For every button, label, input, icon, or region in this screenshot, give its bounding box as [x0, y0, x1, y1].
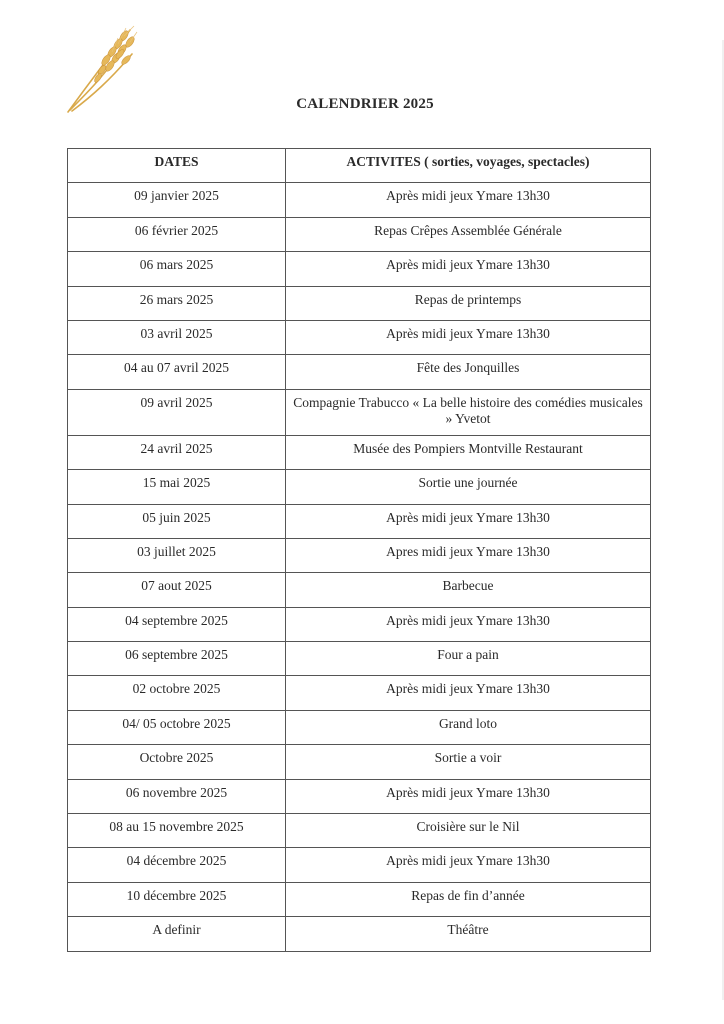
activity-cell: Après midi jeux Ymare 13h30	[286, 320, 651, 354]
table-row	[68, 252, 651, 286]
date-cell: 09 janvier 2025	[68, 183, 286, 217]
table-row	[68, 814, 651, 848]
date-cell: 03 juillet 2025	[68, 538, 286, 572]
date-cell: 08 au 15 novembre 2025	[68, 814, 286, 848]
date-cell: 04 au 07 avril 2025	[68, 355, 286, 389]
table-row	[68, 882, 651, 916]
activity-cell: Repas de printemps	[286, 286, 651, 320]
date-cell: 04/ 05 octobre 2025	[68, 710, 286, 744]
date-cell: 26 mars 2025	[68, 286, 286, 320]
table-row	[68, 355, 651, 389]
date-cell: 06 septembre 2025	[68, 642, 286, 676]
table-row	[68, 642, 651, 676]
activity-cell: Repas de fin d’année	[286, 882, 651, 916]
page-title: CALENDRIER 2025	[296, 96, 434, 112]
date-cell: 09 avril 2025	[68, 389, 286, 435]
activity-cell: Four a pain	[286, 642, 651, 676]
date-cell: 06 février 2025	[68, 217, 286, 251]
activity-cell: Après midi jeux Ymare 13h30	[286, 779, 651, 813]
table-row	[68, 538, 651, 572]
activity-cell: Musée des Pompiers Montville Restaurant	[286, 435, 651, 469]
table-row	[68, 848, 651, 882]
table-row	[68, 320, 651, 354]
table-row	[68, 917, 651, 951]
date-cell: 04 septembre 2025	[68, 607, 286, 641]
table-row	[68, 607, 651, 641]
date-cell: Octobre 2025	[68, 745, 286, 779]
table-row	[68, 779, 651, 813]
table-row	[68, 470, 651, 504]
column-header-activities: ACTIVITES ( sorties, voyages, spectacles)	[286, 149, 651, 183]
activity-cell: Après midi jeux Ymare 13h30	[286, 183, 651, 217]
table-row	[68, 745, 651, 779]
activity-cell: Repas Crêpes Assemblée Générale	[286, 217, 651, 251]
activity-cell: Sortie une journée	[286, 470, 651, 504]
date-cell: A definir	[68, 917, 286, 951]
activity-cell: Après midi jeux Ymare 13h30	[286, 252, 651, 286]
table-row	[68, 573, 651, 607]
date-cell: 24 avril 2025	[68, 435, 286, 469]
table-header-row	[68, 149, 651, 183]
table-row	[68, 286, 651, 320]
activity-cell: Sortie a voir	[286, 745, 651, 779]
activity-cell: Fête des Jonquilles	[286, 355, 651, 389]
activity-cell: Grand loto	[286, 710, 651, 744]
activity-cell: Croisière sur le Nil	[286, 814, 651, 848]
date-cell: 04 décembre 2025	[68, 848, 286, 882]
table-row	[68, 435, 651, 469]
date-cell: 03 avril 2025	[68, 320, 286, 354]
table-row	[68, 183, 651, 217]
date-cell: 06 mars 2025	[68, 252, 286, 286]
table-row	[68, 217, 651, 251]
date-cell: 06 novembre 2025	[68, 779, 286, 813]
table-row	[68, 504, 651, 538]
table-row	[68, 676, 651, 710]
activity-cell: Apres midi jeux Ymare 13h30	[286, 538, 651, 572]
date-cell: 10 décembre 2025	[68, 882, 286, 916]
date-cell: 15 mai 2025	[68, 470, 286, 504]
calendar-table	[67, 148, 651, 952]
activity-cell: Après midi jeux Ymare 13h30	[286, 676, 651, 710]
activity-cell: Compagnie Trabucco « La belle histoire des comédies musicales » Yvetot	[286, 389, 651, 435]
activity-cell: Après midi jeux Ymare 13h30	[286, 848, 651, 882]
activity-cell: Après midi jeux Ymare 13h30	[286, 607, 651, 641]
table-row	[68, 389, 651, 435]
activity-cell: Barbecue	[286, 573, 651, 607]
date-cell: 02 octobre 2025	[68, 676, 286, 710]
date-cell: 07 aout 2025	[68, 573, 286, 607]
column-header-dates: DATES	[68, 149, 286, 183]
date-cell: 05 juin 2025	[68, 504, 286, 538]
table-row	[68, 710, 651, 744]
activity-cell: Après midi jeux Ymare 13h30	[286, 504, 651, 538]
activity-cell: Théâtre	[286, 917, 651, 951]
